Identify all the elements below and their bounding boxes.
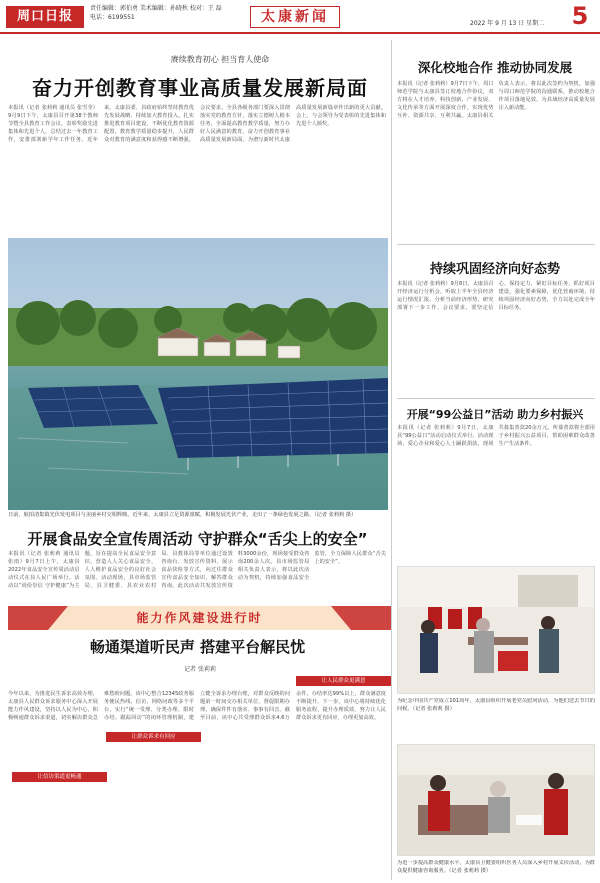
- issue-date: 2022 年 9 月 13 日 星期二: [470, 20, 545, 27]
- section-title: 太康新闻: [250, 6, 340, 28]
- economy-body: 本报讯（记者 张莉莉）9月8日，太康县召开经济运行分析会，听取上半年全县经济运行情况汇报，分析当前经济形势，研究部署下一步工作。会议要求，要坚定信心、保持定力，紧盯目标任务，抓好项目建设，强化要素保障，优化营商环境，持续巩固经济向好态势，全力以赴完成全年目标任务。: [397, 281, 595, 311]
- page-number: 5: [571, 2, 589, 30]
- lead-kicker: 赓续教育初心 担当育人使命: [170, 55, 270, 64]
- clinic-photo-caption: 为进一步提高群众健康水平，太康县卫健委组织医务人员深入乡村开展义诊活动，为群众提供健康咨询服务。（记者 张莉莉 摄）: [397, 860, 595, 874]
- lead-photo: [8, 238, 388, 510]
- lead-body: 本报讯（记者 张莉莉 通讯员 张雪莹）9月9日下午，太康县召开第38个教师节暨全县教育工作会议，表彰奖励先进集体和先进个人，总结过去一年教育工作，安排部署新学年工作任务。近年来，太康县委、县政府始终坚持教育优先发展战略，持续加大教育投入，扎实推进教育项目建设，不断优化教育资源配置，教育教学质量稳步提升，人民群众对教育的满意度和获得感不断增强。会议要求，全县各级各部门要深入贯彻落实党的教育方针，落实立德树人根本任务，全面提高教育教学质量，努力办好人民满意的教育，奋力开创教育事业高质量发展新局面，为谱写新时代太康高质量发展新篇章作出新的更大贡献。会上，与会领导为受表彰的先进集体和先进个人颁奖。: [8, 105, 386, 143]
- clinic-photo: [397, 744, 595, 856]
- campaign-banner: [8, 606, 391, 630]
- rule: [397, 244, 595, 245]
- school-cooperation-headline: 深化校地合作 推动协同发展: [417, 60, 573, 75]
- food-safety-body: 本报讯（记者 张莉莉 通讯员 张雨）9月7日上午，太康县2022年食品安全宣传周活动启动仪式在县人民广场举行。活动以“尚俭崇信 守护健康”为主题，旨在提高全民食品安全意识，营造人人关心食品安全、人人维护食品安全的良好社会氛围。活动现场，县市场监管局、县卫健委、县农业农村局、县教体局等单位通过设置咨询台、发放宣传资料、展示食品快检等方式，向过往群众宣传食品安全知识，解答群众咨询。此次活动共发放宣传资料3000余份，现场接受群众咨询200余人次。县市场监管局相关负责人表示，将以此次活动为契机，持续加强食品安全监管，全力保障人民群众“舌尖上的安全”。: [8, 551, 386, 589]
- lead-photo-caption: 日前，航拍清集镇光伏发电项目与美丽乡村交相辉映。近年来，太康县立足资源禀赋，积极发展光伏产业，走出了一条绿色发展之路。（记者 张莉莉 摄）: [8, 512, 357, 518]
- channels-byline: 记者 张莉莉: [184, 666, 216, 673]
- banner-text: 能力作风建设进行时: [136, 611, 263, 625]
- economy-headline: 持续巩固经济向好态势: [429, 262, 560, 277]
- channels-headline: 畅通渠道听民声 搭建平台解民忧: [89, 638, 306, 656]
- charity-headline: 开展“99公益日”活动 助力乡村振兴: [406, 408, 584, 421]
- channels-subhead-1: 让信访渠道更畅通: [12, 772, 107, 782]
- editor-info: 责任编辑：郭伯勇 美术编辑：孙晓秋 校对：王 磊 电话：6199551: [90, 5, 222, 21]
- channels-body: 今年以来，为推进民生诉求高效办理，太康县人民群众诉求服务中心深入开展能力作风建设，坚持以人民为中心，积极畅通群众诉求渠道，切实解决群众急难愁盼问题。该中心整合12345政务服务便民热线、信访、网络问政等多个平台，实行“统一受理、分类办理、限时办结、跟踪回访”的闭环管理机制，建立健全诉求办理台账，对群众反映的问题第一时间交办相关单位，督促限期办理，确保件件有落实、事事有回音。截至目前，该中心共受理群众诉求4.6万余件，办结率达99%以上，群众满意度不断提升。下一步，该中心将持续优化服务流程，提升办理质效，努力让人民群众诉求更有回应、办理更加高效。: [8, 691, 386, 721]
- lead-headline: 奋力开创教育事业高质量发展新局面: [32, 76, 368, 100]
- visit-photo-caption: 为纪念中国共产党成立101周年，太康县组织开展老党员慰问活动，为他们送去节日的问候。（记者 张莉莉 摄）: [397, 698, 595, 712]
- school-cooperation-body: 本报讯（记者 张莉莉）9月7日下午，周口师范学院与太康县签订校地合作协议，双方将在人才培养、科技创新、产业发展、文化传承等方面开展深度合作，实现优势互补、资源共享、互利共赢。太康县相关负责人表示，将以此次签约为契机，加强与周口师范学院的沟通联系，推动校地合作项目落地见效，为县域经济高质量发展注入新动能。: [397, 81, 595, 119]
- visit-photo: [397, 566, 595, 694]
- food-safety-headline: 开展食品安全宣传周活动 守护群众“舌尖上的安全”: [27, 530, 368, 548]
- masthead: [0, 0, 600, 34]
- channels-subhead-2: 让群众诉求有回应: [106, 732, 201, 742]
- column-divider: [391, 40, 392, 880]
- channels-subhead-3: 让人民群众更满意: [296, 676, 391, 686]
- charity-body: 本报讯（记者 张莉莉）9月7日，太康县“99公益日”活动启动仪式举行。活动现场，爱心企业和爱心人士踊跃捐款，现场共募集善款20余万元。所募善款将全部用于乡村振兴公益项目，帮助困难群众改善生产生活条件。: [397, 425, 595, 447]
- rule: [397, 398, 595, 399]
- newspaper-logo: 周口日报: [6, 6, 84, 28]
